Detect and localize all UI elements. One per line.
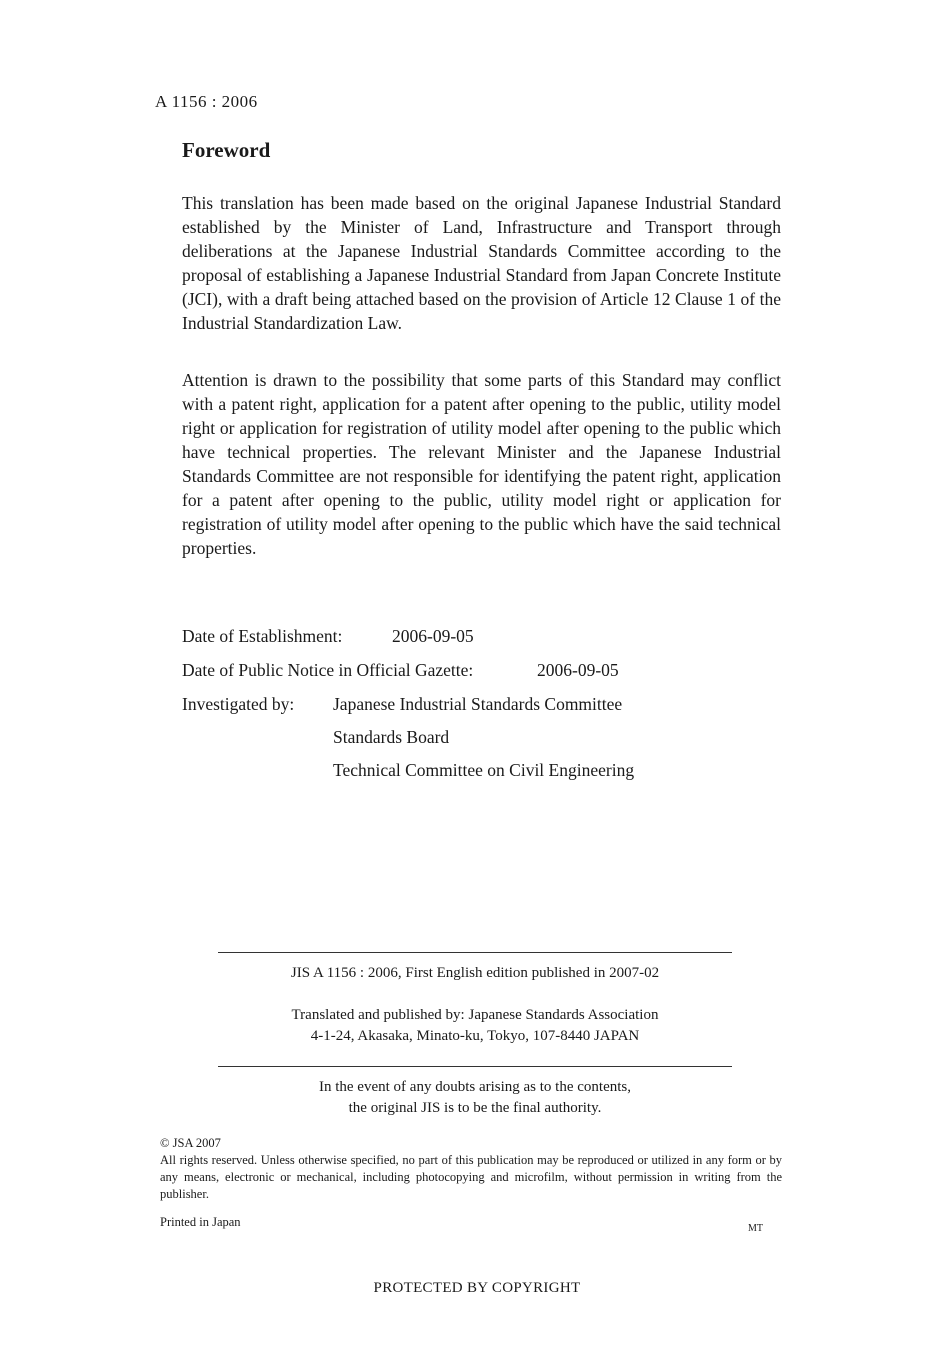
publisher-address: 4-1-24, Akasaka, Minato-ku, Tokyo, 107-8440 JAPAN xyxy=(310,1028,640,1044)
copyright-holder: © JSA 2007 xyxy=(160,1136,221,1150)
colophon-bottom-rule xyxy=(218,1066,732,1067)
translated-by-line: Translated and published by: Japanese Standards Association xyxy=(291,1007,659,1023)
gazette-label: Date of Public Notice in Official Gazette: xyxy=(182,660,474,680)
edition-line: JIS A 1156 : 2006, First English edition published in 2007-02 xyxy=(290,965,660,981)
mt-mark: MT xyxy=(748,1223,763,1234)
authority-note-line1: In the event of any doubts arising as to the contents, xyxy=(318,1079,631,1095)
investigated-by-technical-committee: Technical Committee on Civil Engineering xyxy=(333,760,635,780)
establishment-label: Date of Establishment: xyxy=(182,626,343,646)
gazette-date: 2006-09-05 xyxy=(537,660,619,680)
colophon-top-rule xyxy=(218,952,732,953)
protected-by-copyright-footer: PROTECTED BY COPYRIGHT xyxy=(373,1280,581,1296)
investigated-by-board: Standards Board xyxy=(333,727,450,747)
foreword-paragraph-patent: Attention is drawn to the possibility that some parts of this Standard may conflict with a patent right, application for a patent after opening to the public, utility model right or application for registration of utility model after opening to the public which have technical properties. The relevant Minister and the Japanese Industrial Standards Committee are not responsible for identifying the patent right, application for a patent after opening to the public, utility model right or application for registration of utility model after opening to the public which have the said technical properties. xyxy=(182,370,781,558)
foreword-paragraph-translation: This translation has been made based on the original Japanese Industrial Standard established by the Minister of Land, Infrastructure and Transport through deliberations at the Japanese Industrial Standards Committee according to the proposal of establishing a Japanese Industrial Standard from Japan Concrete Institute (JCI), with a draft being attached based on the provision of Article 12 Clause 1 of the Industrial Standardization Law. xyxy=(182,193,781,333)
authority-note-line2: the original JIS is to be the final authority. xyxy=(348,1100,602,1116)
rights-notice: All rights reserved. Unless otherwise specified, no part of this publication may be reproduced or utilized in any form or by any means, electronic or mechanical, including photocopying and microfilm, without permission in writing from the publisher. xyxy=(160,1153,782,1201)
standard-number-header: A 1156 : 2006 xyxy=(155,92,258,111)
printed-in-japan: Printed in Japan xyxy=(160,1215,241,1229)
investigated-by-committee: Japanese Industrial Standards Committee xyxy=(333,694,623,714)
foreword-title: Foreword xyxy=(182,138,271,162)
establishment-date: 2006-09-05 xyxy=(392,626,474,646)
investigated-label: Investigated by: xyxy=(182,694,295,714)
